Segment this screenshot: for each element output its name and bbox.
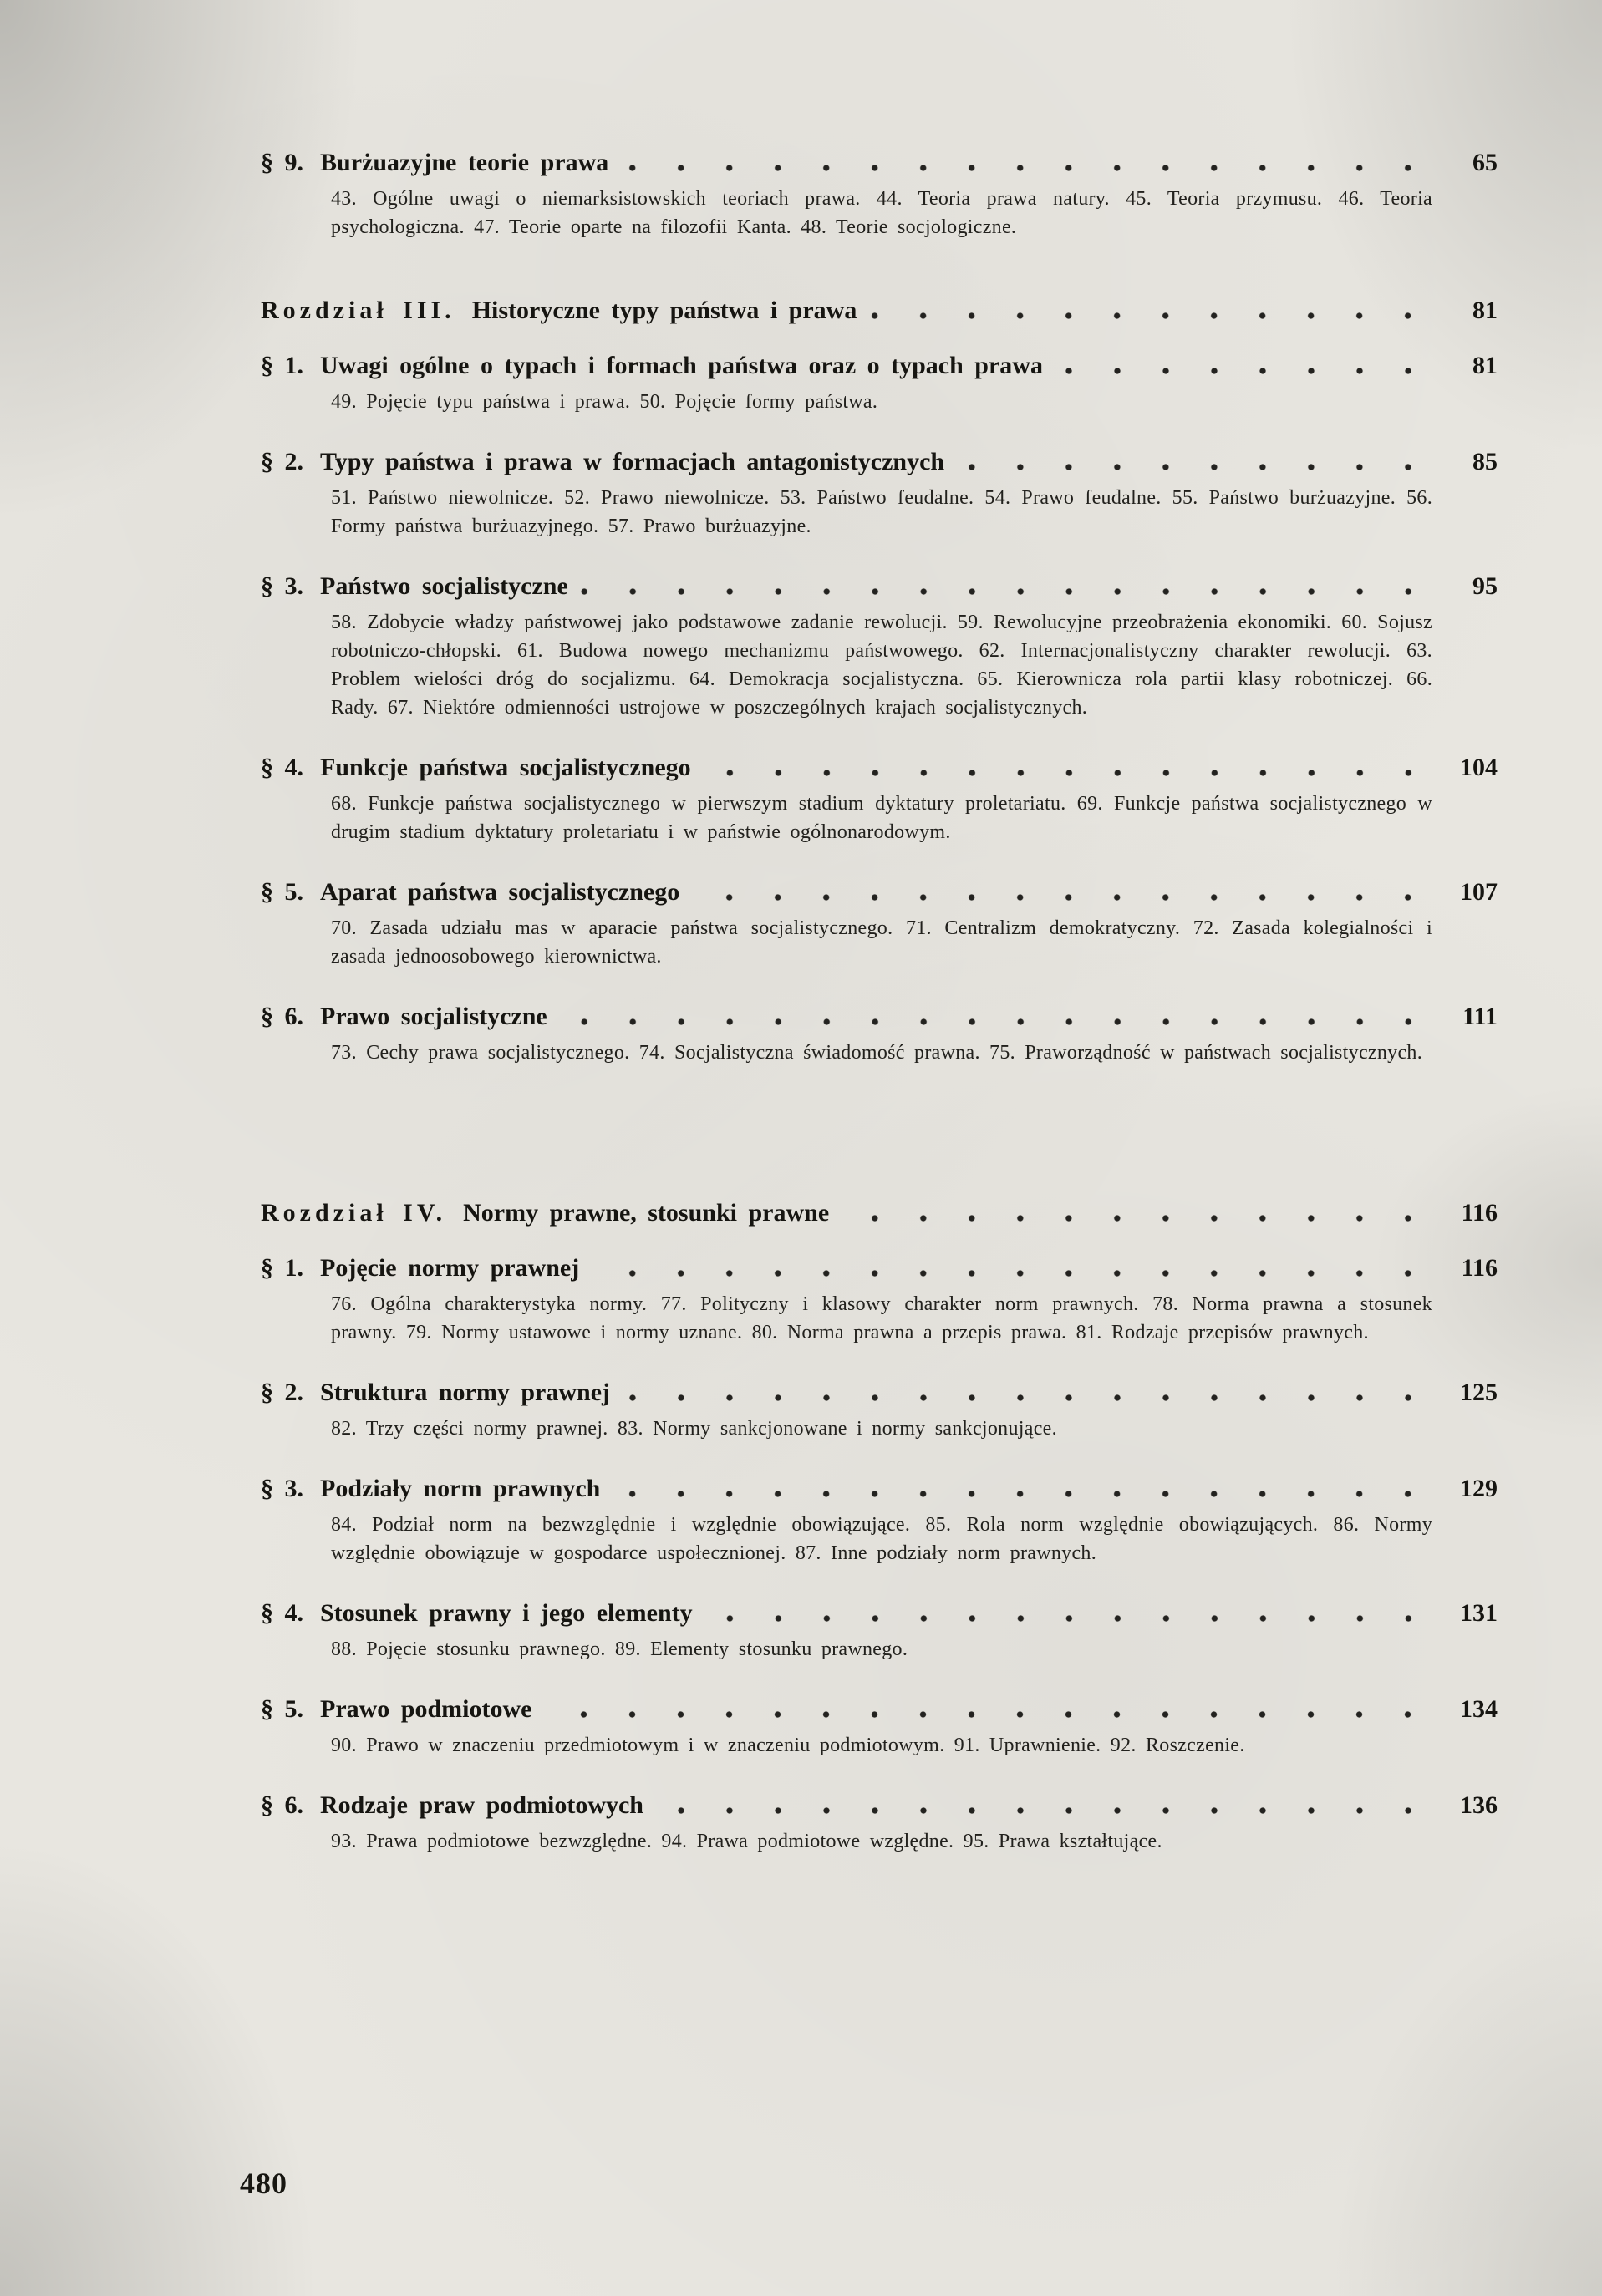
toc-entry-detail: 68. Funkcje państwa socjalistycznego w pierwszym stadium dyktatury proletariatu. 69. Funkcje państwa socjalistycznego w drugim stadium dyktatury proletariatu i w państwie ogólnonarodowym. [331, 793, 1432, 843]
toc-heading-row [261, 754, 1498, 782]
toc-entry-label: § 6. [261, 1791, 303, 1819]
toc-section-entry [261, 1254, 1498, 1347]
toc-entry-detail: 93. Prawa podmiotowe bezwzględne. 94. Prawa podmiotowe względne. 95. Prawa kształtujące. [331, 1831, 1162, 1852]
toc-heading-row [261, 149, 1498, 177]
toc-heading-row [261, 1599, 1498, 1628]
toc-entry-label: § 6. [261, 1003, 303, 1030]
dot-leader [542, 1709, 1432, 1720]
toc-section-entry [261, 149, 1498, 241]
toc-section-entry [261, 1695, 1498, 1760]
dot-leader [954, 461, 1432, 473]
toc-section-entry [261, 1003, 1498, 1067]
toc-heading-row [261, 1791, 1498, 1820]
toc-heading-row [261, 1003, 1498, 1031]
toc-heading-row [261, 448, 1498, 476]
page-number-footer: 480 [240, 2166, 287, 2200]
toc-entry-title: Państwo socjalistyczne [320, 572, 568, 600]
toc-heading-row [261, 1254, 1498, 1283]
toc-entry-title: Prawo podmiotowe [320, 1695, 532, 1723]
toc-entry-title: Historyczne typy państwa i prawa [471, 297, 857, 324]
toc-heading-row [261, 352, 1498, 380]
toc-entry-detail: 49. Pojęcie typu państwa i prawa. 50. Pojęcie formy państwa. [331, 391, 878, 413]
dot-leader [654, 1805, 1432, 1816]
dot-leader [1053, 365, 1432, 377]
toc-entry-title: Normy prawne, stosunki prawne [463, 1199, 830, 1227]
toc-entry-page-number: 104 [1460, 754, 1498, 781]
toc-entry-label: § 4. [261, 1599, 303, 1627]
toc-entry-title: Typy państwa i prawa w formacjach antagonistycznych [320, 448, 945, 475]
dot-leader [703, 1613, 1432, 1624]
toc-heading-row [261, 297, 1498, 325]
toc-section-entry [261, 878, 1498, 971]
toc-entry-title: Uwagi ogólne o typach i formach państwa oraz o typach prawa [320, 352, 1043, 379]
toc-entry-title: Aparat państwa socjalistycznego [320, 878, 680, 906]
toc-chapter-entry [261, 297, 1498, 325]
toc-entry-title: Prawo socjalistyczne [320, 1003, 547, 1030]
toc-entry-detail: 82. Trzy części normy prawnej. 83. Normy sankcjonowane i normy sankcjonujące. [331, 1418, 1057, 1440]
dot-leader [701, 767, 1432, 779]
toc-section-entry [261, 754, 1498, 846]
dot-leader [620, 1392, 1432, 1404]
toc-entry-title: Rodzaje praw podmiotowych [320, 1791, 643, 1819]
dot-leader [839, 1212, 1432, 1224]
toc-entry-label: Rozdział III. [261, 297, 455, 324]
toc-entry-page-number: 134 [1460, 1695, 1498, 1723]
toc-entry-title: Struktura normy prawnej [320, 1379, 610, 1406]
toc-section-entry [261, 1475, 1498, 1567]
toc-heading-row [261, 1475, 1498, 1503]
toc-entry-detail: 73. Cechy prawa socjalistycznego. 74. Socjalistyczna świadomość prawna. 75. Praworządność w państwach socjalistycznych. [331, 1042, 1423, 1064]
toc-entry-page-number: 81 [1472, 297, 1498, 324]
toc-entry-page-number: 85 [1472, 448, 1498, 475]
toc-entry-detail: 51. Państwo niewolnicze. 52. Prawo niewolnicze. 53. Państwo feudalne. 54. Prawo feudalne. 55. Państwo burżuazyjne. 56. Formy państwa burżuazyjnego. 57. Prawo burżuazyjne. [331, 487, 1432, 537]
toc-entry-detail: 90. Prawo w znaczeniu przedmiotowym i w znaczeniu podmiotowym. 91. Uprawnienie. 92. Roszczenie. [331, 1735, 1245, 1756]
toc-heading-row [261, 572, 1498, 601]
toc-entry-page-number: 81 [1472, 352, 1498, 379]
toc-entries [261, 149, 1502, 1856]
dot-leader [689, 891, 1432, 903]
toc-entry-label: § 9. [261, 149, 303, 176]
toc-entry-label: § 5. [261, 1695, 303, 1723]
toc-section-entry [261, 1379, 1498, 1443]
toc-heading-row [261, 1379, 1498, 1407]
toc-entry-page-number: 107 [1460, 878, 1498, 906]
dot-leader [578, 586, 1432, 597]
toc-section-entry [261, 572, 1498, 722]
toc-entry-label: § 1. [261, 1254, 303, 1282]
toc-chapter-entry [261, 1199, 1498, 1227]
toc-entry-page-number: 111 [1462, 1003, 1498, 1030]
toc-entry-page-number: 136 [1460, 1791, 1498, 1819]
toc-entry-detail: 76. Ogólna charakterystyka normy. 77. Polityczny i klasowy charakter norm prawnych. 78. Norma prawna a stosunek prawny. 79. Normy ustawowe i normy uznane. 80. Norma prawna a przepis prawa. 81. Rodzaje przepisów prawnych. [331, 1293, 1432, 1344]
dot-leader [557, 1016, 1432, 1028]
toc-section-entry [261, 352, 1498, 416]
toc-entry-label: Rozdział IV. [261, 1199, 447, 1227]
toc-entry-page-number: 131 [1460, 1599, 1498, 1627]
toc-entry-title: Burżuazyjne teorie prawa [320, 149, 609, 176]
toc-entry-page-number: 129 [1460, 1475, 1498, 1502]
toc-entry-label: § 4. [261, 754, 303, 781]
toc-entry-label: § 3. [261, 572, 303, 600]
toc-entry-page-number: 116 [1461, 1199, 1498, 1227]
toc-entry-label: § 3. [261, 1475, 303, 1502]
toc-entry-title: Stosunek prawny i jego elementy [320, 1599, 693, 1627]
toc-heading-row [261, 1695, 1498, 1724]
toc-entry-title: Pojęcie normy prawnej [320, 1254, 580, 1282]
toc-section-entry [261, 448, 1498, 541]
toc-entry-title: Funkcje państwa socjalistycznego [320, 754, 691, 781]
toc-entry-detail: 43. Ogólne uwagi o niemarksistowskich teoriach prawa. 44. Teoria prawa natury. 45. Teoria przymusu. 46. Teoria psychologiczna. 47. Teorie oparte na filozofii Kanta. 48. Teorie socjologiczne. [331, 188, 1432, 238]
toc-entry-detail: 84. Podział norm na bezwzględnie i względnie obowiązujące. 85. Rola norm względnie obowiązujących. 86. Normy względnie obowiązuje w gospodarce uspołecznionej. 87. Inne podziały norm prawnych. [331, 1514, 1432, 1564]
toc-entry-detail: 88. Pojęcie stosunku prawnego. 89. Elementy stosunku prawnego. [331, 1638, 908, 1660]
toc-entry-page-number: 65 [1472, 149, 1498, 176]
toc-entry-title: Podziały norm prawnych [320, 1475, 601, 1502]
toc-entry-label: § 1. [261, 352, 303, 379]
toc-entry-detail: 58. Zdobycie władzy państwowej jako podstawowe zadanie rewolucji. 59. Rewolucyjne przeobrażenia ekonomiki. 60. Sojusz robotniczo-chłopski. 61. Budowa nowego mechanizmu państwowego. 62. Internacjonalistyczny charakter rewolucji. 63. Problem wielości dróg do socjalizmu. 64. Demokracja socjalistyczna. 65. Kierownicza rola partii klasy robotniczej. 66. Rady. 67. Niektóre odmienności ustrojowe w poszczególnych krajach socjalistycznych. [331, 612, 1432, 719]
toc-section-entry [261, 1599, 1498, 1664]
toc-entry-label: § 5. [261, 878, 303, 906]
dot-leader [589, 1267, 1432, 1279]
dot-leader [867, 310, 1432, 322]
dot-leader [618, 162, 1432, 174]
toc-heading-row [261, 878, 1498, 907]
dot-leader [610, 1488, 1432, 1500]
toc-entry-page-number: 116 [1461, 1254, 1498, 1282]
toc-entry-detail: 70. Zasada udziału mas w aparacie państwa socjalistycznego. 71. Centralizm demokratyczny. 72. Zasada kolegialności i zasada jednoosobowego kierownictwa. [331, 917, 1432, 968]
toc-heading-row [261, 1199, 1498, 1227]
toc-section-entry [261, 1791, 1498, 1856]
toc-entry-page-number: 125 [1460, 1379, 1498, 1406]
toc-entry-label: § 2. [261, 448, 303, 475]
toc-entry-label: § 2. [261, 1379, 303, 1406]
toc-entry-page-number: 95 [1472, 572, 1498, 600]
